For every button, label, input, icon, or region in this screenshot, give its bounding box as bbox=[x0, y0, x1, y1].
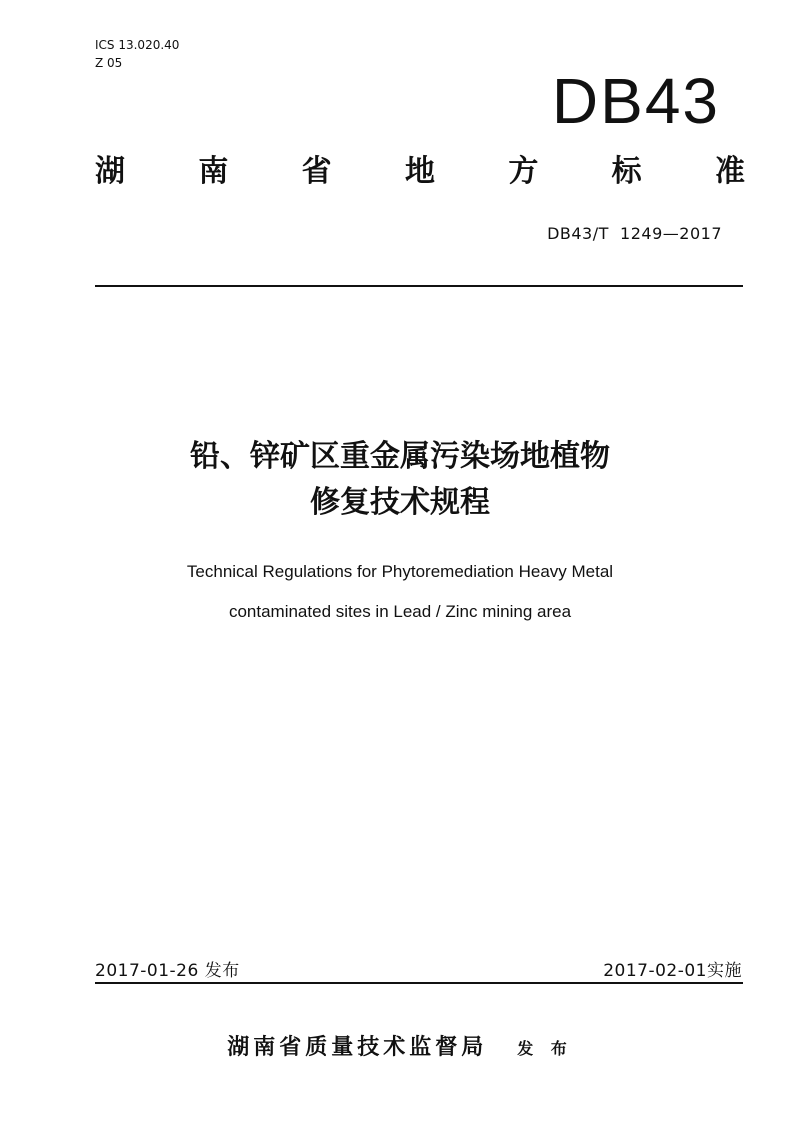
heading-char: 湖 bbox=[95, 154, 125, 189]
english-title-line2: contaminated sites in Lead / Zinc mining area bbox=[228, 602, 572, 621]
publisher-suffix: 发 布 bbox=[517, 1039, 573, 1058]
english-title bbox=[0, 552, 800, 632]
heading-char: 地 bbox=[404, 154, 435, 189]
ccs-code: Z 05 bbox=[95, 56, 123, 70]
heading-char: 南 bbox=[198, 154, 229, 189]
english-title-line1: Technical Regulations for Phytoremediation Heavy Metal bbox=[186, 562, 614, 581]
publisher-name: 湖南省质量技术监督局 bbox=[227, 1035, 488, 1060]
heading-char: 方 bbox=[508, 154, 539, 189]
classification-codes bbox=[95, 36, 179, 72]
standard-number: DB43/T 1249—2017 bbox=[547, 224, 722, 243]
heading-char: 准 bbox=[714, 154, 745, 189]
heading-char: 省 bbox=[301, 154, 332, 189]
bottom-divider bbox=[95, 982, 743, 984]
chinese-title-line1: 铅、锌矿区重金属污染场地植物 bbox=[190, 439, 610, 474]
publisher bbox=[0, 1030, 800, 1061]
chinese-title-line2: 修复技术规程 bbox=[310, 485, 490, 520]
local-standard-heading bbox=[95, 152, 745, 192]
heading-char: 标 bbox=[611, 154, 642, 189]
issue-date: 2017-01-26 发布 bbox=[95, 961, 240, 981]
chinese-title bbox=[0, 434, 800, 526]
top-divider bbox=[95, 285, 743, 287]
implementation-date: 2017-02-01实施 bbox=[603, 961, 742, 981]
ics-code: ICS 13.020.40 bbox=[95, 38, 180, 52]
standard-code: DB43 bbox=[551, 65, 720, 137]
